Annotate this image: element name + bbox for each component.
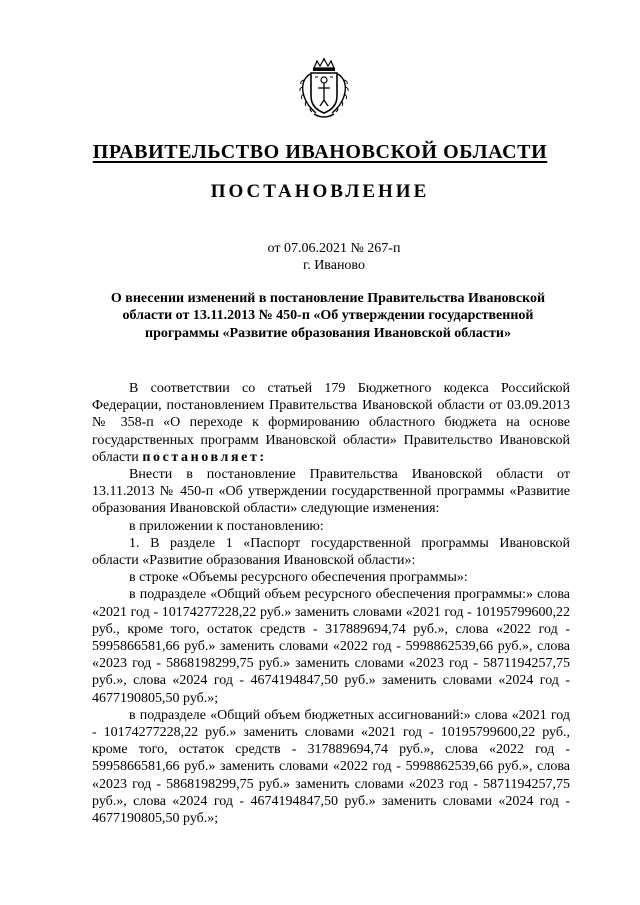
coat-of-arms-icon [298,58,350,122]
document-body [92,380,570,827]
government-title: ПРАВИТЕЛЬСТВО ИВАНОВСКОЙ ОБЛАСТИ [92,141,548,163]
body-paragraph [92,380,570,466]
document-type: ПОСТАНОВЛЕНИЕ [210,181,430,202]
body-paragraph: в приложении к постановлению: [129,518,324,534]
city: г. Иваново [303,258,365,273]
body-paragraph: в подразделе «Общий объем бюджетных ассигнований:» слова «2021 год - 10174277228,22 руб.» заменить словами «2021 год - 10195799600,22 руб., кроме того, остаток средств - 317889694,74 руб.», слова «2022 год - 5995866581,66 руб.» заменить словами «2022 год - 5998862539,66 руб.», слова «2023 год - 5868198299,75 руб.» заменить словами «2023 год - 5871194257,75 руб.», слова «2024 год - 4674194847,50 руб.» заменить словами «2024 год - 4677190805,50 руб.»; [92,707,570,827]
date-and-number: от 07.06.2021 № 267-п [267,241,401,256]
resolution-keyword: постановляет: [142,449,267,465]
body-paragraph: Внести в постановление Правительства Ивановской области от 13.11.2013 № 450-п «Об утверждении государственной программы «Развитие образования Ивановской области» следующие изменения: [92,467,570,517]
preamble-text: В соответствии со статьей 179 Бюджетного кодекса Российской Федерации, постановлением Правительства Ивановской области от 03.09.2013 № 358-п «О переходе к формированию областного бюджета на основе государственных программ Ивановской области» Правительство Ивановской области [92,381,570,465]
body-paragraph: 1. В разделе 1 «Паспорт государственной программы Ивановской области «Развитие образования Ивановской области»: [92,535,570,569]
body-paragraph: в строке «Объемы ресурсного обеспечения программы»: [129,570,468,586]
document-subject: О внесении изменений в постановление Правительства Ивановской области от 13.11.2013 № 450-п «Об утверждении государственной программы «Развитие образования Ивановской области» [110,291,546,341]
body-paragraph: в подразделе «Общий объем ресурсного обеспечения программы:» слова «2021 год - 10174277228,22 руб.» заменить словами «2021 год - 10195799600,22 руб., кроме того, остаток средств - 317889694,74 руб.», слова «2022 год - 5995866581,66 руб.» заменить словами «2022 год - 5998862539,66 руб.», слова «2023 год - 5868198299,75 руб.» заменить словами «2023 год - 5871194257,75 руб.», слова «2024 год - 4674194847,50 руб.» заменить словами «2024 год - 4677190805,50 руб.»; [92,587,570,706]
